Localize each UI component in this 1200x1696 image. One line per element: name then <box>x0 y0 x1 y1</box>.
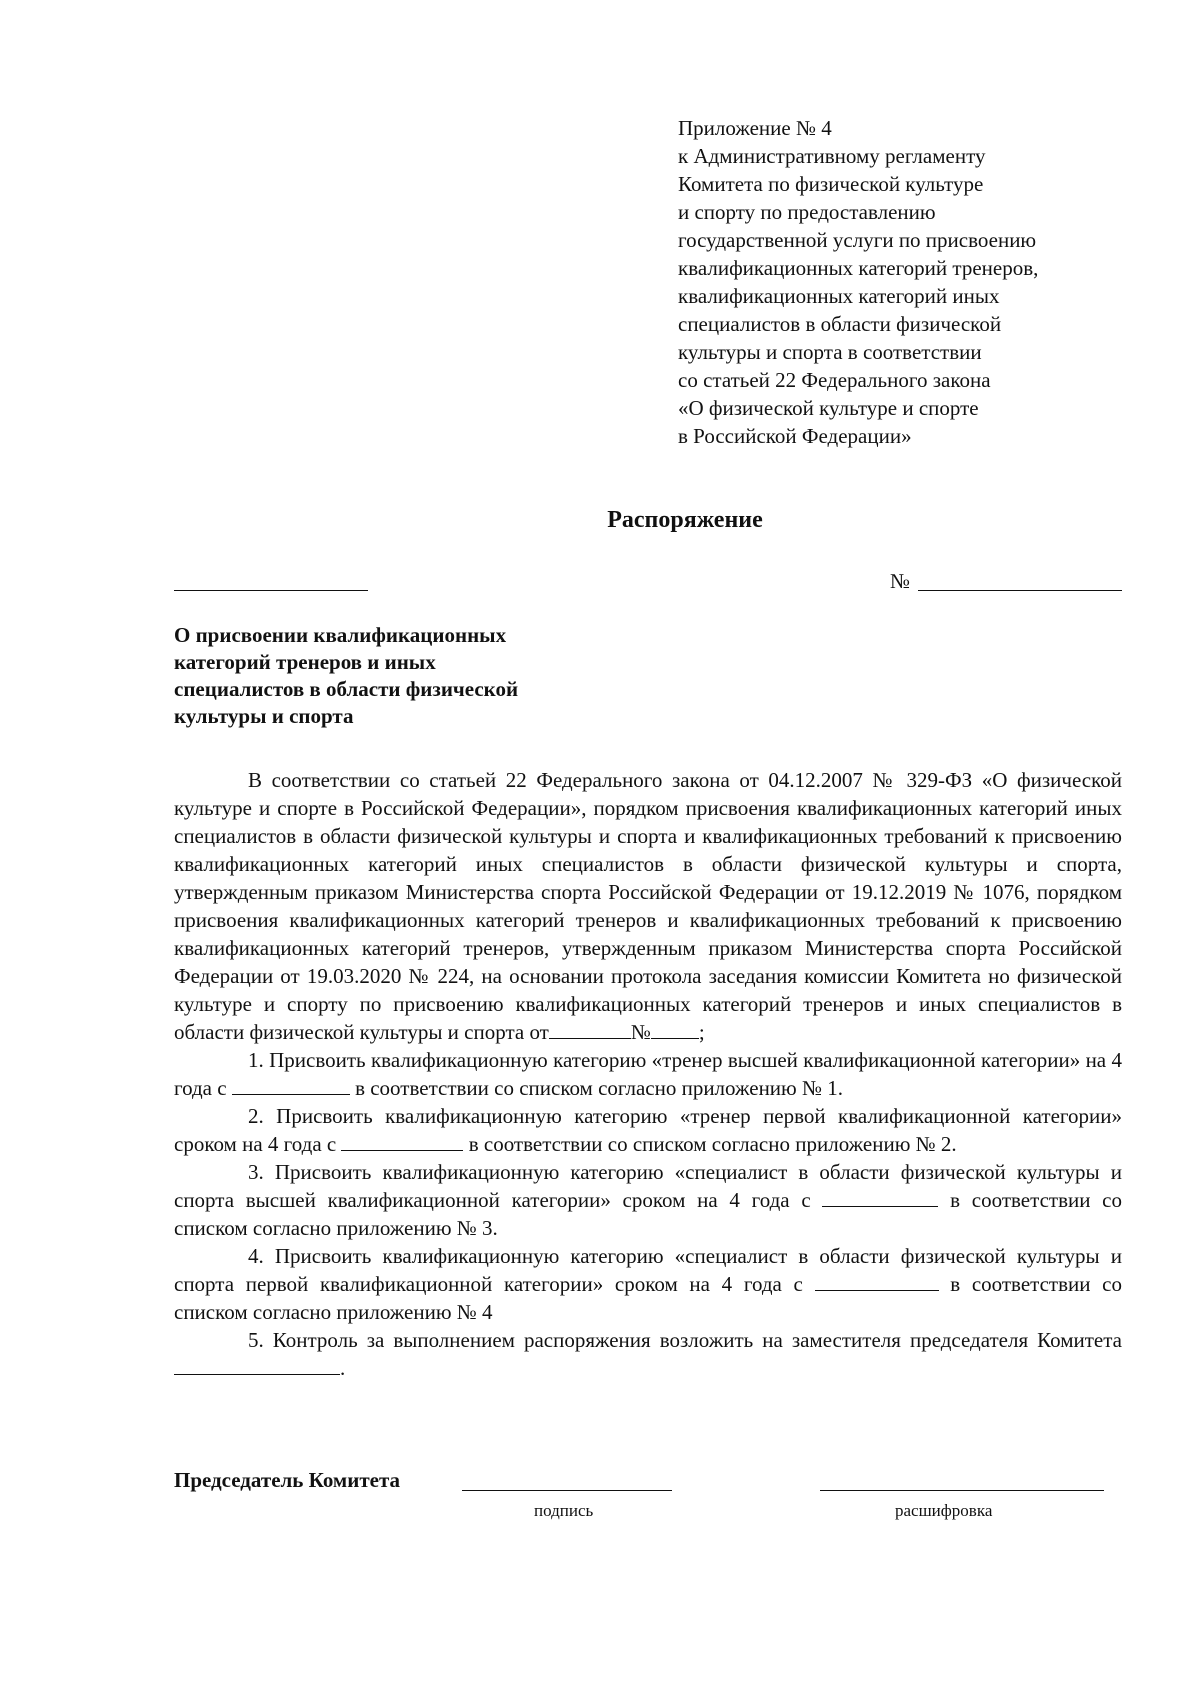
appendix-line: и спорту по предоставлению <box>678 200 936 224</box>
signature-block <box>174 1466 1122 1526</box>
subject-line: категорий тренеров и иных <box>174 650 436 674</box>
deputy-name-blank <box>174 1356 340 1375</box>
subject-heading <box>174 622 614 730</box>
decoding-line <box>820 1490 1104 1491</box>
item-1-tail: в соответствии со списком согласно приложению № 1. <box>355 1076 844 1100</box>
item-4-text: 4. Присвоить квалификационную категорию «специалист в области физической культуры и спорта первой квалификационной категории» сроком на 4 года с <box>174 1244 1122 1296</box>
appendix-line: специалистов в области физической <box>678 312 1002 336</box>
item-1-paragraph <box>174 1046 1122 1102</box>
date-blank-line <box>174 590 368 591</box>
item-3-text: 3. Присвоить квалификационную категорию «специалист в области физической культуры и спорта высшей квалификационной категории» сроком на 4 года с <box>174 1160 1122 1212</box>
number-blank-line <box>918 590 1122 591</box>
document-body <box>174 766 1122 1382</box>
signature-caption: подпись <box>534 1501 594 1520</box>
item-5-text: 5. Контроль за выполнением распоряжения возложить на заместителя председателя Комитета <box>248 1328 1122 1352</box>
preamble-paragraph <box>174 766 1122 1046</box>
item-4-tail: в соответствии со списком согласно приложению № 4 <box>174 1272 1123 1324</box>
preamble-end: ; <box>698 1020 705 1044</box>
item-3-tail: в соответствии со списком согласно приложению № 3. <box>174 1188 1123 1240</box>
appendix-line: государственной услуги по присвоению <box>678 228 1037 252</box>
appendix-line: Комитета по физической культуре <box>678 172 984 196</box>
preamble-text: В соответствии со статьей 22 Федерального закона от 04.12.2007 № 329-ФЗ «О физической культуре и спорте в Российской Федерации», порядком присвоения квалификационных категорий иных специалистов в области физической культуры и спорта и квалификационных требований к присвоению квалификационных категорий иных специалистов в области физической культуры и спорта, утвержденным приказом Министерства спорта Российской Федерации от 19.12.2019 № 1076, порядком присвоения квалификационных категорий тренеров и квалификационных требований к присвоению квалификационных категорий тренеров, утвержденным приказом Министерства спорта Российской Федерации от 19.03.2020 № 224, на основании протокола заседания комиссии Комитета но физической культуре и спорту по присвоению квалификационных категорий тренеров и иных специалистов в области физической культуры и спорта от <box>174 768 1122 1044</box>
item-2-date-blank <box>341 1132 463 1151</box>
appendix-line: в Российской Федерации» <box>678 424 912 448</box>
subject-line: О присвоении квалификационных <box>174 623 507 647</box>
appendix-header <box>678 114 1118 450</box>
appendix-line: к Административному регламенту <box>678 144 986 168</box>
item-1-date-blank <box>232 1076 350 1095</box>
item-4-paragraph <box>174 1242 1122 1326</box>
item-2-text: 2. Присвоить квалификационную категорию «тренер первой квалификационной категории» сроком на 4 года с <box>174 1104 1122 1156</box>
subject-line: специалистов в области физической <box>174 677 519 701</box>
appendix-line: квалификационных категорий иных <box>678 284 1000 308</box>
appendix-line: Приложение № 4 <box>678 116 832 140</box>
decoding-caption: расшифровка <box>895 1501 993 1520</box>
subject-line: культуры и спорта <box>174 704 354 728</box>
signature-line <box>462 1490 672 1491</box>
item-5-paragraph <box>174 1326 1122 1382</box>
item-4-date-blank <box>815 1272 939 1291</box>
appendix-line: квалификационных категорий тренеров, <box>678 256 1039 280</box>
item-2-tail: в соответствии со списком согласно приложению № 2. <box>468 1132 957 1156</box>
preamble-number-sign: № <box>630 1020 651 1044</box>
document-title: Распоряжение <box>607 507 763 533</box>
item-1-text: 1. Присвоить квалификационную категорию «тренер высшей квалификационной категории» на 4 года с <box>174 1048 1122 1100</box>
document-number-field <box>890 568 1122 594</box>
protocol-date-blank <box>549 1020 631 1039</box>
protocol-number-blank <box>651 1020 699 1039</box>
item-5-tail: . <box>340 1356 346 1380</box>
item-3-paragraph <box>174 1158 1122 1242</box>
appendix-line: «О физической культуре и спорте <box>678 396 979 420</box>
item-2-paragraph <box>174 1102 1122 1158</box>
item-3-date-blank <box>822 1188 938 1207</box>
number-sign: № <box>890 569 911 593</box>
appendix-line: культуры и спорта в соответствии <box>678 340 982 364</box>
appendix-line: со статьей 22 Федерального закона <box>678 368 991 392</box>
chair-label: Председатель Комитета <box>174 1468 401 1492</box>
